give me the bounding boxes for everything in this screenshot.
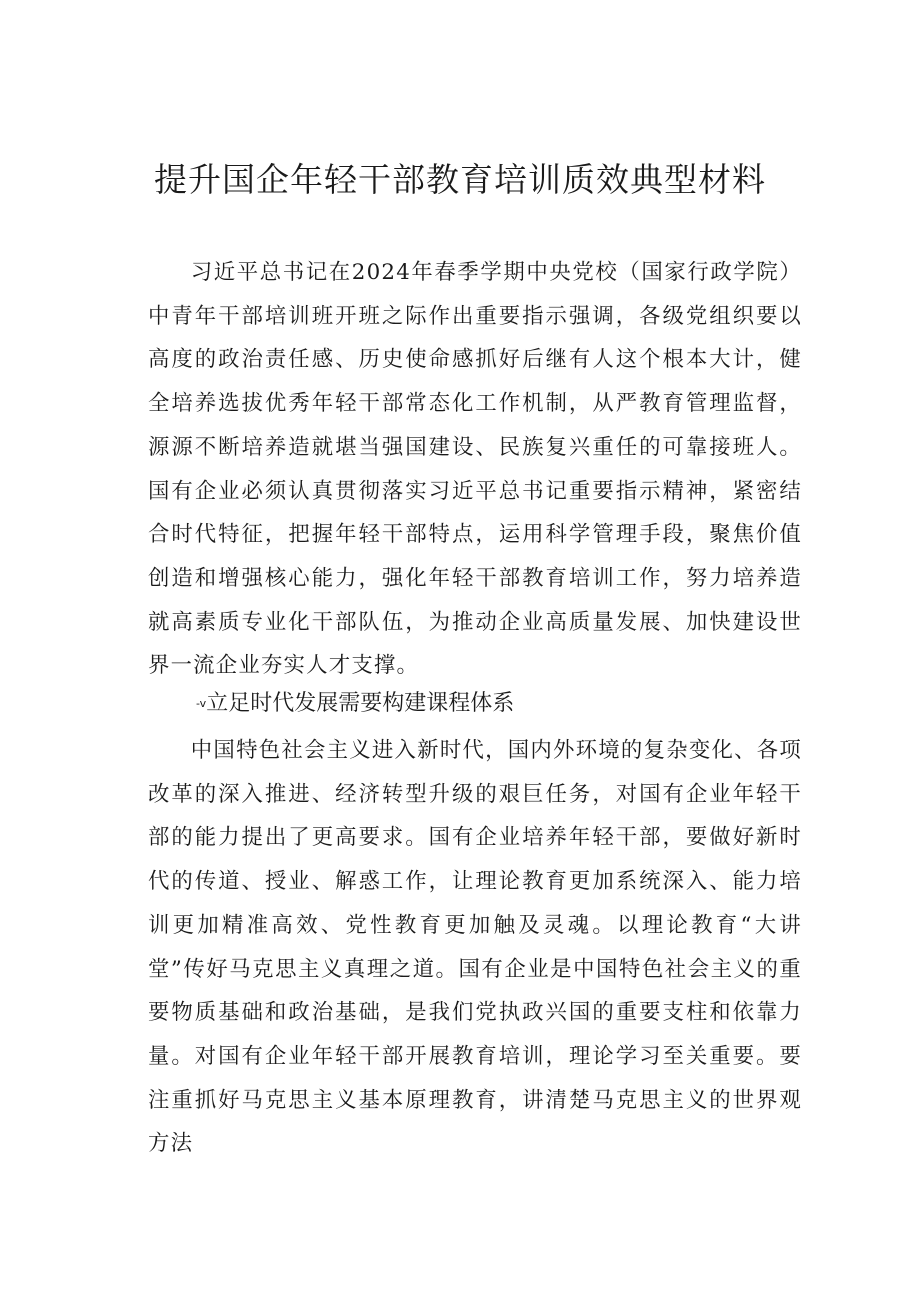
section-marker: -v — [196, 697, 207, 710]
section-paragraph: 中国特色社会主义进入新时代，国内外环境的复杂变化、各项改革的深入推进、经济转型升级的艰巨任务，对国有企业年轻干部的能力提出了更高要求。国有企业培养年轻干部，要做好新时代的传道、授业、解惑工作，让理论教育更加系统深入、能力培训更加精准高效、党性教育更加触及灵魂。以理论教育“大讲堂”传好马克思主义真理之道。国有企业是中国特色社会主义的重要物质基础和政治基础，是我们党执政兴国的重要支柱和依靠力量。对国有企业年轻干部开展教育培训，理论学习至关重要。要注重抓好马克思主义基本原理教育，讲清楚马克思主义的世界观方法 — [148, 738, 802, 1157]
document-title: 提升国企年轻干部教育培训质效典型材料 — [154, 160, 766, 199]
section-heading-text: 立足时代发展需要构建课程体系 — [206, 691, 515, 716]
intro-paragraph: 习近平总书记在2024年春季学期中央党校（国家行政学院）中青年干部培训班开班之际作出重要指示强调，各级党组织要以高度的政治责任感、历史使命感抓好后继有人这个根本大计，健全培养选拔优秀年轻干部常态化工作机制，从严教育管理监督，源源不断培养造就堪当强国建设、民族复兴重任的可靠接班人。国有企业必须认真贯彻落实习近平总书记重要指示精神，紧密结合时代特征，把握年轻干部特点，运用科学管理手段，聚焦价值创造和增强核心能力，强化年轻干部教育培训工作，努力培养造就高素质专业化干部队伍，为推动企业高质量发展、加快建设世界一流企业夯实人才支撑。 — [148, 260, 802, 679]
section-heading — [196, 687, 514, 721]
